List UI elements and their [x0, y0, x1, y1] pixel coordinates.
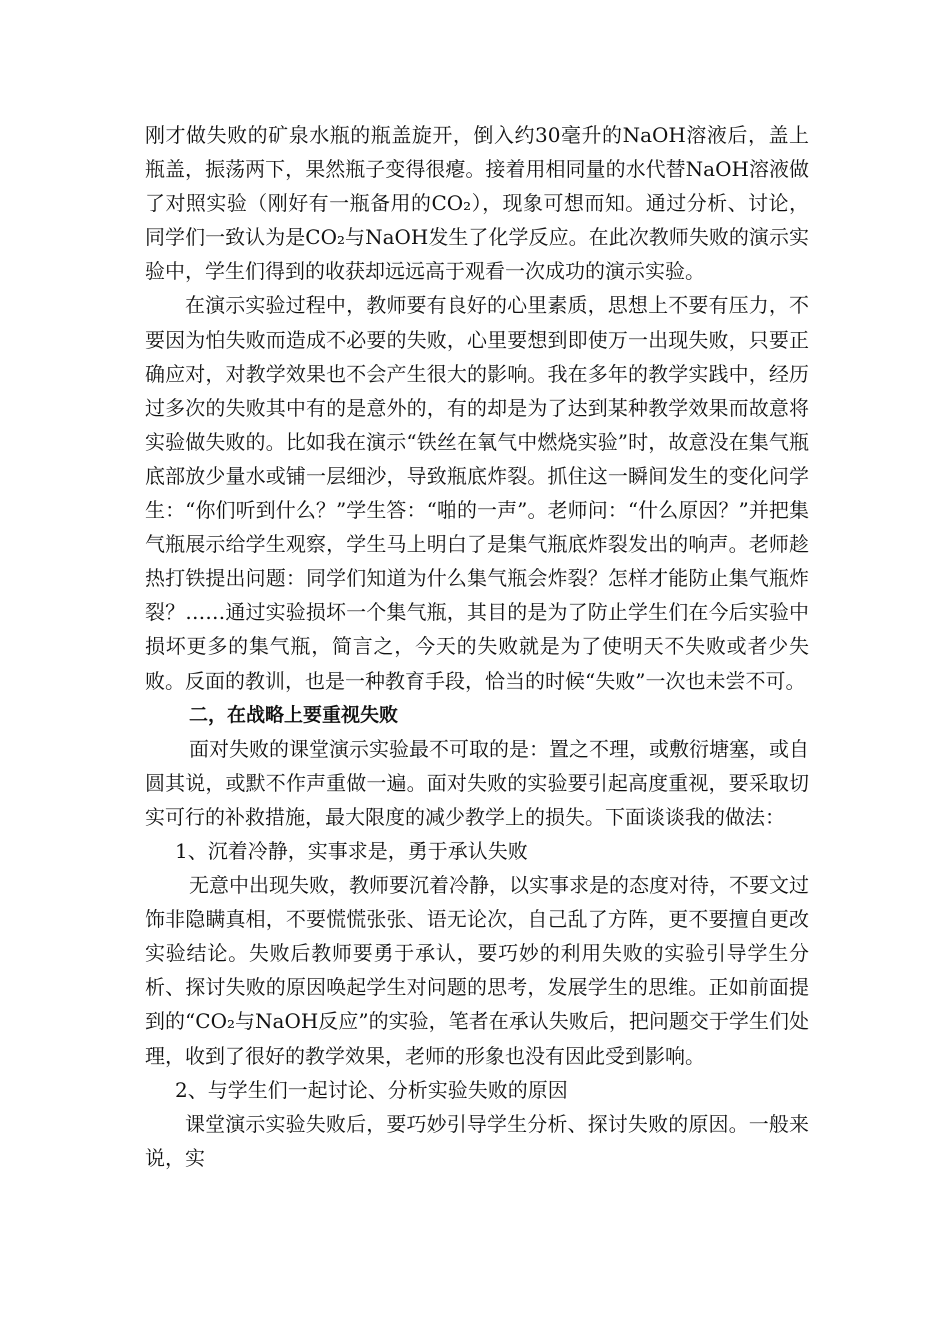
paragraph-admit-failure: 无意中出现失败，教师要沉着冷静，以实事求是的态度对待，不要文过饰非隐瞒真相，不要慌慌张张、语无论次，自己乱了方阵，更不要擅自更改实验结论。失败后教师要勇于承认，要巧妙的利用失败的实验引导学生分析、探讨失败的原因唤起学生对问题的思考，发展学生的思维。正如前面提到的“CO₂与NaOH反应”的实验，笔者在承认失败后，把问题交于学生们处理，收到了很好的教学效果，老师的形象也没有因此受到影响。 — [145, 873, 809, 1068]
paragraph-facing-failure: 面对失败的课堂演示实验最不可取的是：置之不理，或敷衍塘塞，或自圆其说，或默不作声重做一遍。面对失败的实验要引起高度重视，要采取切实可行的补救措施，最大限度的减少教学上的损失。下面谈谈我的做法： — [145, 736, 809, 829]
subheading-discuss-with-students: 2、与学生们一起讨论、分析实验失败的原因 — [175, 1077, 568, 1102]
section-heading-strategy: 二，在战略上要重视失败 — [189, 703, 399, 726]
document-body — [145, 118, 809, 1175]
paragraph-analyze-causes: 课堂演示实验失败后，要巧妙引导学生分析、探讨失败的原因。一般来说，实 — [145, 1111, 809, 1170]
subheading-stay-calm: 1、沉着冷静，实事求是，勇于承认失败 — [175, 838, 528, 863]
paragraph-co2-naoh-experiment: 刚才做失败的矿泉水瓶的瓶盖旋开，倒入约30毫升的NaOH溶液后，盖上瓶盖，振荡两下，果然瓶子变得很瘪。接着用相同量的水代替NaOH溶液做了对照实验（刚好有一瓶备用的CO₂），现象可想而知。通过分析、讨论，同学们一致认为是CO₂与NaOH发生了化学反应。在此次教师失败的演示实验中，学生们得到的收获却远远高于观看一次成功的演示实验。 — [145, 123, 809, 284]
paragraph-demonstration-mindset: 在演示实验过程中，教师要有良好的心里素质，思想上不要有压力，不要因为怕失败而造成不必要的失败，心里要想到即使万一出现失败，只要正确应对，对教学效果也不会产生很大的影响。我在多年的教学实践中，经历过多次的失败其中有的是意外的，有的却是为了达到某种教学效果而故意将实验做失败的。比如我在演示“铁丝在氧气中燃烧实验”时，故意没在集气瓶底部放少量水或铺一层细沙，导致瓶底炸裂。抓住这一瞬间发生的变化问学生：“你们听到什么？”学生答：“啪的一声”。老师问：“什么原因？”并把集气瓶展示给学生观察，学生马上明白了是集气瓶底炸裂发出的响声。老师趁热打铁提出问题：同学们知道为什么集气瓶会炸裂？怎样才能防止集气瓶炸裂？……通过实验损坏一个集气瓶，其目的是为了防止学生们在今后实验中损坏更多的集气瓶，简言之，今天的失败就是为了使明天不失败或者少失败。反面的教训，也是一种教育手段，恰当的时候“失败”一次也未尝不可。 — [145, 293, 809, 693]
